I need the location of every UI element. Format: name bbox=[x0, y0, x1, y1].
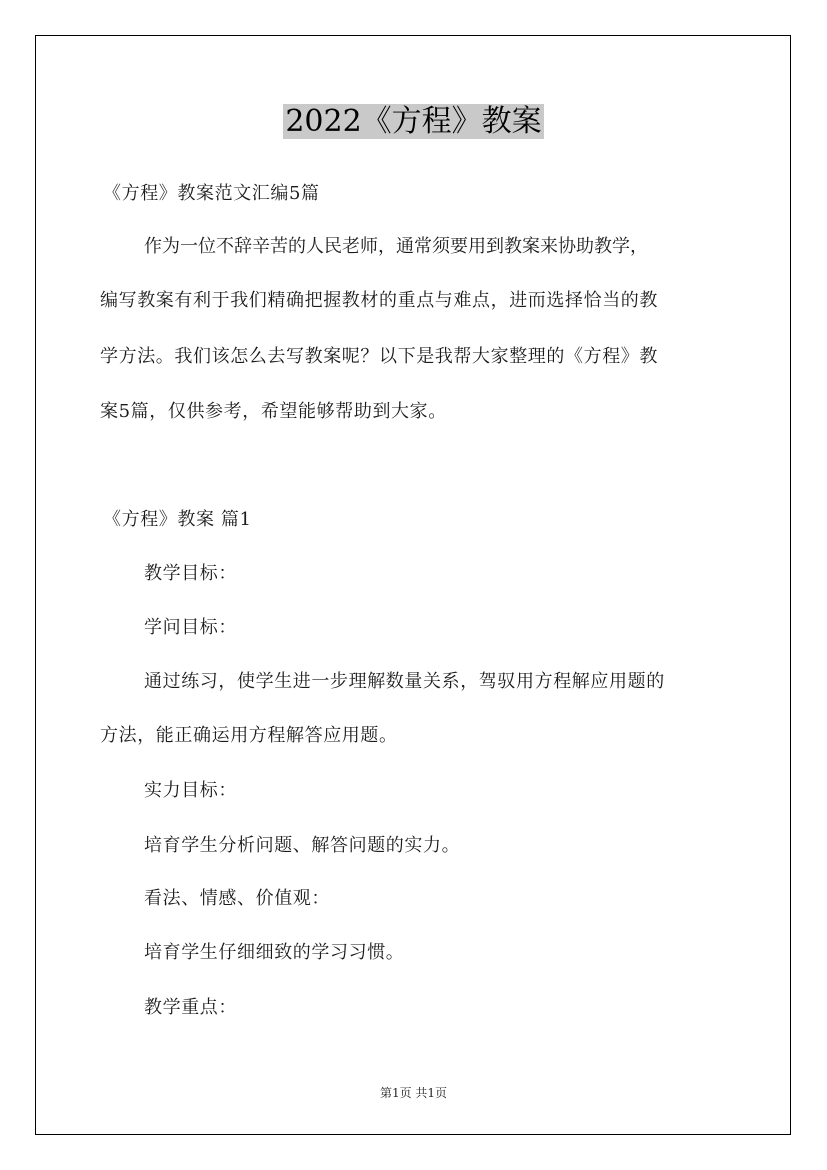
section-heading: 《方程》教案 篇1 bbox=[103, 509, 252, 530]
document-subtitle: 《方程》教案范文汇编5篇 bbox=[103, 183, 320, 204]
body-line-5: 实力目标： bbox=[144, 780, 237, 801]
body-line-6: 培育学生分析问题、解答问题的实力。 bbox=[144, 835, 461, 856]
body-line-8: 培育学生仔细细致的学习习惯。 bbox=[144, 942, 405, 963]
body-line-4: 方法，能正确运用方程解答应用题。 bbox=[100, 725, 398, 746]
body-line-7: 看法、情感、价值观： bbox=[144, 888, 330, 909]
body-line-3: 通过练习，使学生进一步理解数量关系，驾驭用方程解应用题的 bbox=[144, 671, 665, 692]
body-line-1: 教学目标： bbox=[144, 563, 237, 584]
body-line-2: 学问目标： bbox=[144, 617, 237, 638]
document-title-wrap bbox=[0, 100, 827, 144]
intro-line-3: 学方法。我们该怎么去写教案呢？以下是我帮大家整理的《方程》教 bbox=[100, 346, 658, 367]
body-line-9: 教学重点： bbox=[144, 997, 237, 1018]
document-title: 2022《方程》教案 bbox=[285, 104, 542, 139]
intro-line-1: 作为一位不辞辛苦的人民老师，通常须要用到教案来协助教学， bbox=[144, 236, 648, 257]
intro-line-2: 编写教案有利于我们精确把握教材的重点与难点，进而选择恰当的教 bbox=[100, 290, 658, 311]
page-footer: 第1页 共1页 bbox=[379, 1086, 448, 1100]
intro-line-4: 案5篇，仅供参考，希望能够帮助到大家。 bbox=[100, 401, 447, 422]
